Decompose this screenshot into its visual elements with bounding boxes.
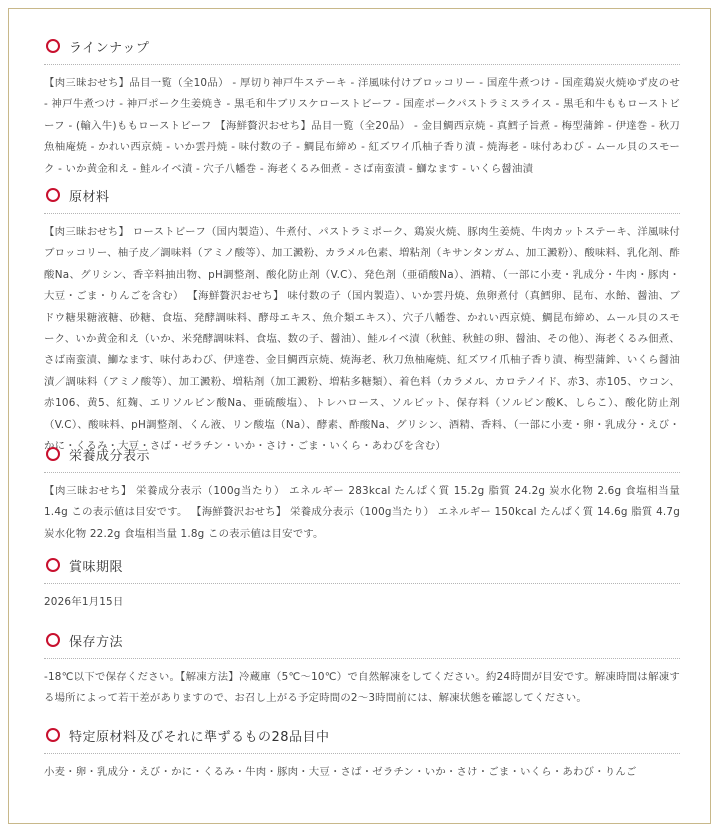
- ingredients-text: 【肉三昧おせち】 ローストビーフ（国内製造）、牛煮付、パストラミポーク、鶏炭火焼、豚肉生姜焼、牛肉カットステーキ、洋風味付ブロッコリー、柚子皮／調味料（アミノ酸等）、加工澱粉、カラメル色素、増粘剤（キサンタンガム、加工澱粉）、酸味料、乳化剤、酢酸Na、グリシン、香辛料抽出物、pH調整剤、酸化防止剤（V.C）、発色剤（亜硝酸Na）、酒精、（一部に小麦・乳成分・牛肉・豚肉・大豆・ごま・りんごを含む） 【海鮮贅沢おせち】 味付数の子（国内製造）、いか雲丹焼、魚卵煮付（真鱈卵、昆布、水飴、醤油、ブドウ糖果糖液糖、砂糖、食塩、発酵調味料、酵母エキス、魚介類エキス）、穴子八幡巻、かれい西京焼、鯛昆布締め、ムール貝のスモーク、いか黄金和え（いか、米発酵調味料、食塩、数の子、醤油）、鮭ルイベ漬（秋鮭、秋鮭の卵、醤油、その他）、海老くるみ佃煮、さば南蛮漬、鰤なます、味付あわび、伊達巻、金目鯛西京焼、焼海老、秋刀魚柚庵焼、紅ズワイ爪柚子香り漬、梅型蒲鉾、いくら醤油漬／調味料（アミノ酸等）、加工澱粉、増粘剤（加工澱粉、増粘多糖類）、着色料（カラメル、カロテノイド、赤3、赤105、ウコン、赤106、黄5、紅麹、エリソルビン酸Na、亜硫酸塩）、トレハロース、ソルビット、保存料（ソルビン酸K、しらこ）、酸化防止剤（V.C）、酸味料、pH調整剤、くん液、リン酸塩（Na）、酵素、酢酸Na、グリシン、酒精、香料、（一部に小麦・卵・乳成分・えび・かに・くるみ・大豆・さば・ゼラチン・いか・さけ・ごま・いくら・あわびを含む）: [44, 226, 680, 453]
- section-title-ingredients: 原材料: [69, 189, 110, 205]
- dotted-divider: [44, 753, 680, 754]
- product-info-panel: [8, 8, 711, 824]
- section-nutrition: [44, 444, 680, 545]
- ring-icon: [46, 39, 60, 53]
- section-header: [44, 630, 680, 650]
- section-title-storage: 保存方法: [69, 634, 124, 650]
- allergens-text: 小麦・卵・乳成分・えび・かに・くるみ・牛肉・豚肉・大豆・さば・ゼラチン・いか・さけ・ごま・いくら・あわび・りんご: [44, 766, 637, 778]
- dotted-divider: [44, 658, 680, 659]
- section-header: [44, 185, 680, 205]
- section-lineup: [44, 36, 680, 180]
- section-header: [44, 725, 680, 745]
- section-title-allergens: 特定原材料及びそれに準ずるもの28品目中: [69, 729, 330, 745]
- storage-text: -18℃以下で保存ください。【解凍方法】冷蔵庫（5℃〜10℃）で自然解凍をしてください。約24時間が目安です。解凍時間は解凍する場所によって若干差がありますので、お召し上がる予定時間の2〜3時間前には、解凍状態を確認してください。: [44, 671, 680, 705]
- ring-icon: [46, 633, 60, 647]
- lineup-text: 【肉三昧おせち】品目一覧（全10品） - 厚切り神戸牛ステーキ - 洋風味付けブロッコリー - 国産牛煮つけ - 国産鶏炭火焼ゆず皮のせ - 神戸牛煮つけ - 神戸ポーク生姜焼き - 黒毛和牛ブリスケローストビーフ - 国産ポークパストラミスライス - 黒毛和牛ももローストビーフ - (輸入牛)ももローストビーフ 【海鮮贅沢おせち】品目一覧（全20品） - 金目鯛西京焼 - 真鱈子旨煮 - 梅型蒲鉾 - 伊達巻 - 秋刀魚柚庵焼 - かれい西京焼 - いか雲丹焼 - 味付数の子 - 鯛昆布締め - 紅ズワイ爪柚子香り漬 - 焼海老 - 味付あわび - ムール貝のスモーク - いか黄金和え - 鮭ルイベ漬 - 穴子八幡巻 - 海老くるみ佃煮 - さば南蛮漬 - 鰤なます - いくら醤油漬: [44, 77, 680, 175]
- section-expiry: [44, 555, 680, 613]
- section-ingredients: [44, 185, 680, 457]
- ring-icon: [46, 728, 60, 742]
- expiry-date: 2026年1月15日: [44, 596, 124, 608]
- section-header: [44, 444, 680, 464]
- dotted-divider: [44, 213, 680, 214]
- section-title-lineup: ラインナップ: [69, 40, 150, 56]
- section-header: [44, 36, 680, 56]
- section-title-expiry: 賞味期限: [69, 559, 124, 575]
- ring-icon: [46, 447, 60, 461]
- dotted-divider: [44, 64, 680, 65]
- ring-icon: [46, 558, 60, 572]
- dotted-divider: [44, 472, 680, 473]
- ring-icon: [46, 188, 60, 202]
- section-header: [44, 555, 680, 575]
- section-title-nutrition: 栄養成分表示: [69, 448, 151, 464]
- section-allergens: [44, 725, 680, 783]
- nutrition-text: 【肉三昧おせち】 栄養成分表示（100g当たり） エネルギー 283kcal たんぱく質 15.2g 脂質 24.2g 炭水化物 2.6g 食塩相当量 1.4g この表示値は目安です。 【海鮮贅沢おせち】 栄養成分表示（100g当たり） エネルギー 150kcal たんぱく質 14.6g 脂質 4.7g 炭水化物 22.2g 食塩相当量 1.8g この表示値は目安です。: [44, 485, 680, 540]
- section-storage: [44, 630, 680, 710]
- dotted-divider: [44, 583, 680, 584]
